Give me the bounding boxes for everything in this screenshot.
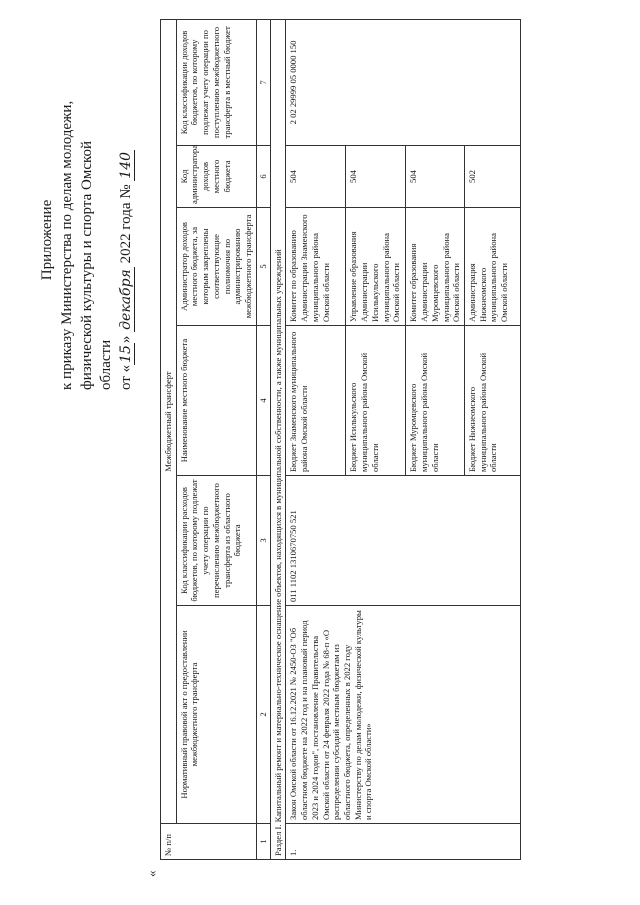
admin-cell: Администрация Нижнеомского муниципального района Омской области (465, 208, 521, 326)
handwritten-month: декабря (118, 269, 135, 330)
col-header-income-code: Код классификации доходов бюджетов, по которому подлежат учету операции по поступлению межбюджетного трансферта в местный бюджет (176, 19, 256, 145)
income-code-cell: 2 02 29999 05 0000 150 (286, 19, 521, 145)
budget-cell: Бюджет Исилькульского муниципального района Омской области (346, 326, 406, 476)
budget-cell: Бюджет Знаменского муниципального района Омской области (286, 326, 346, 476)
col-header-admin: Администратор доходов местного бюджета, за которым закреплены соответствующие полномочия по администрированию межбюджетного трансферта (176, 208, 256, 326)
legal-act-cell: Закон Омской области от 16.12.2021 № 2450-ОЗ "Об областном бюджете на 2022 год и на плановый период 2023 и 2024 годов", постановление Правительства Омской области от 24 февраля 2022 года № 68-п «О распределении субсидий местным бюджетам из областного бюджета, определенных в 2022 году Министерству по делам молодежи, физической культуры и спорта Омской области» (286, 606, 521, 824)
opening-quote: « (144, 870, 159, 877)
admin-cell: Комитет по образованию Администрации Знаменского муниципального района Омской области (286, 208, 346, 326)
admin-cell: Комитет образования Администрации Муромцевского муниципального района Омской области (406, 208, 465, 326)
transfer-table (160, 19, 521, 860)
col-header-num: № п/п (161, 824, 257, 860)
table-row (286, 19, 346, 859)
handwritten-number: 140 (118, 151, 135, 179)
budget-cell: Бюджет Муромцевского муниципального района Омской области (406, 326, 465, 476)
row-number: 1. (286, 824, 521, 860)
group-header: Межбюджетный трансферт (161, 19, 177, 823)
admin-code-cell: 504 (406, 146, 465, 208)
order-date-line: от «15» декабря 2022 года № 140 (118, 151, 135, 390)
order-line-1: к приказу Министерства по делам молодежи, (58, 100, 75, 390)
col-header-budget: Наименование местного бюджета (176, 326, 256, 476)
admin-code-cell: 504 (346, 146, 406, 208)
col-header-admin-code: Код администратора доходов местного бюджета (176, 146, 256, 208)
expense-code-cell: 011 1102 1310670750 521 (286, 476, 521, 606)
section-title: Раздел I. Капитальный ремонт и материально-техническое оснащение объектов, находящихся в муниципальной собственности, а также муниципальных учреждений (270, 19, 286, 859)
order-line-3: области (98, 339, 115, 390)
section-row (270, 19, 286, 859)
column-numbers-row: 1 2 3 4 5 6 7 (256, 19, 270, 859)
admin-cell: Управление образования Администрации Исилькульского муниципального района Омской области (346, 208, 406, 326)
order-line-2: физической культуры и спорта Омской (78, 140, 95, 390)
admin-code-cell: 502 (465, 146, 521, 208)
handwritten-day: 15 (118, 345, 135, 363)
appendix-header (38, 90, 137, 390)
col-header-expense-code: Код классификации расходов бюджетов, по которому подлежат учету операции по перечислению межбюджетного трансферта из областного бюджета (176, 476, 256, 606)
appendix-title: Приложение (39, 199, 55, 281)
admin-code-cell: 504 (286, 146, 346, 208)
budget-cell: Бюджет Нижнеомского муниципального района Омской области (465, 326, 521, 476)
col-header-act: Нормативный правовой акт о предоставлении межбюджетного трансферта (176, 606, 256, 824)
